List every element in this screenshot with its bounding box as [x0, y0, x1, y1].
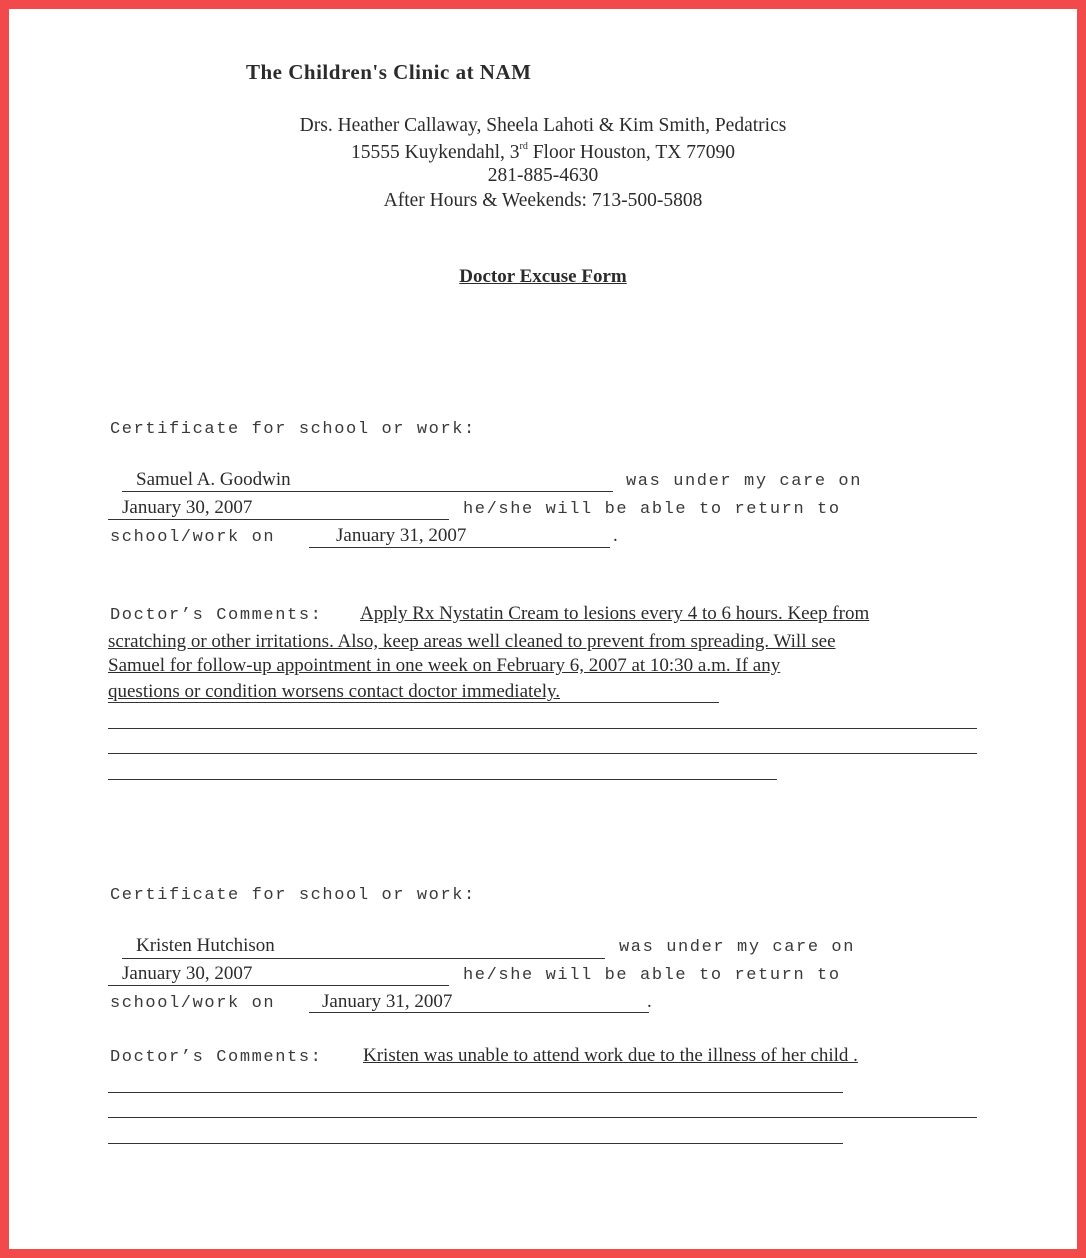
form-title: Doctor Excuse Form	[459, 266, 627, 287]
return-date: January 31, 2007	[322, 991, 453, 1012]
comment-line: questions or condition worsens contact doctor immediately.	[108, 681, 561, 702]
school-work-label: school/work on	[110, 528, 276, 547]
comment-blank-line	[108, 702, 719, 703]
period: .	[613, 525, 618, 546]
return-date: January 31, 2007	[336, 525, 467, 546]
comment-blank-line	[108, 728, 977, 729]
care-date-line	[108, 519, 449, 520]
comment-blank-line	[108, 779, 777, 780]
return-label: he/she will be able to return to	[463, 966, 841, 985]
patient-name-line	[122, 491, 613, 492]
clinic-address: 15555 Kuykendahl, 3rd Floor Houston, TX 77090	[351, 141, 735, 163]
school-work-label: school/work on	[110, 994, 276, 1013]
clinic-after-hours: After Hours & Weekends: 713-500-5808	[383, 190, 703, 211]
care-date-line	[108, 985, 449, 986]
return-date-line	[309, 547, 610, 548]
certificate-heading: Certificate for school or work:	[110, 886, 476, 905]
patient-name: Samuel A. Goodwin	[136, 469, 291, 490]
comments-label: Doctor’s Comments:	[110, 606, 323, 625]
return-date-line	[309, 1012, 649, 1013]
clinic-name: The Children's Clinic at NAM	[246, 60, 532, 84]
care-date: January 30, 2007	[122, 963, 253, 984]
comments-label: Doctor’s Comments:	[110, 1048, 323, 1067]
comment-blank-line	[108, 1117, 977, 1118]
return-label: he/she will be able to return to	[463, 500, 841, 519]
period: .	[647, 991, 652, 1012]
comment-line: Kristen was unable to attend work due to the illness of her child .	[363, 1045, 858, 1066]
clinic-doctors: Drs. Heather Callaway, Sheela Lahoti & Kim Smith, Pedatrics	[299, 115, 787, 136]
comment-line: scratching or other irritations. Also, keep areas well cleaned to prevent from spreading. Will see	[108, 631, 836, 652]
comment-blank-line	[108, 1092, 843, 1093]
patient-name-line	[122, 958, 605, 959]
under-care-label: was under my care on	[619, 938, 856, 957]
comment-blank-line	[108, 753, 977, 754]
care-date: January 30, 2007	[122, 497, 253, 518]
comment-line: Samuel for follow-up appointment in one week on February 6, 2007 at 10:30 a.m. If any	[108, 655, 781, 676]
under-care-label: was under my care on	[626, 472, 863, 491]
clinic-phone: 281-885-4630	[487, 165, 599, 186]
patient-name: Kristen Hutchison	[136, 935, 275, 956]
comment-blank-line	[108, 1143, 843, 1144]
comment-line: Apply Rx Nystatin Cream to lesions every 4 to 6 hours. Keep from	[360, 603, 870, 624]
certificate-heading: Certificate for school or work:	[110, 420, 476, 439]
